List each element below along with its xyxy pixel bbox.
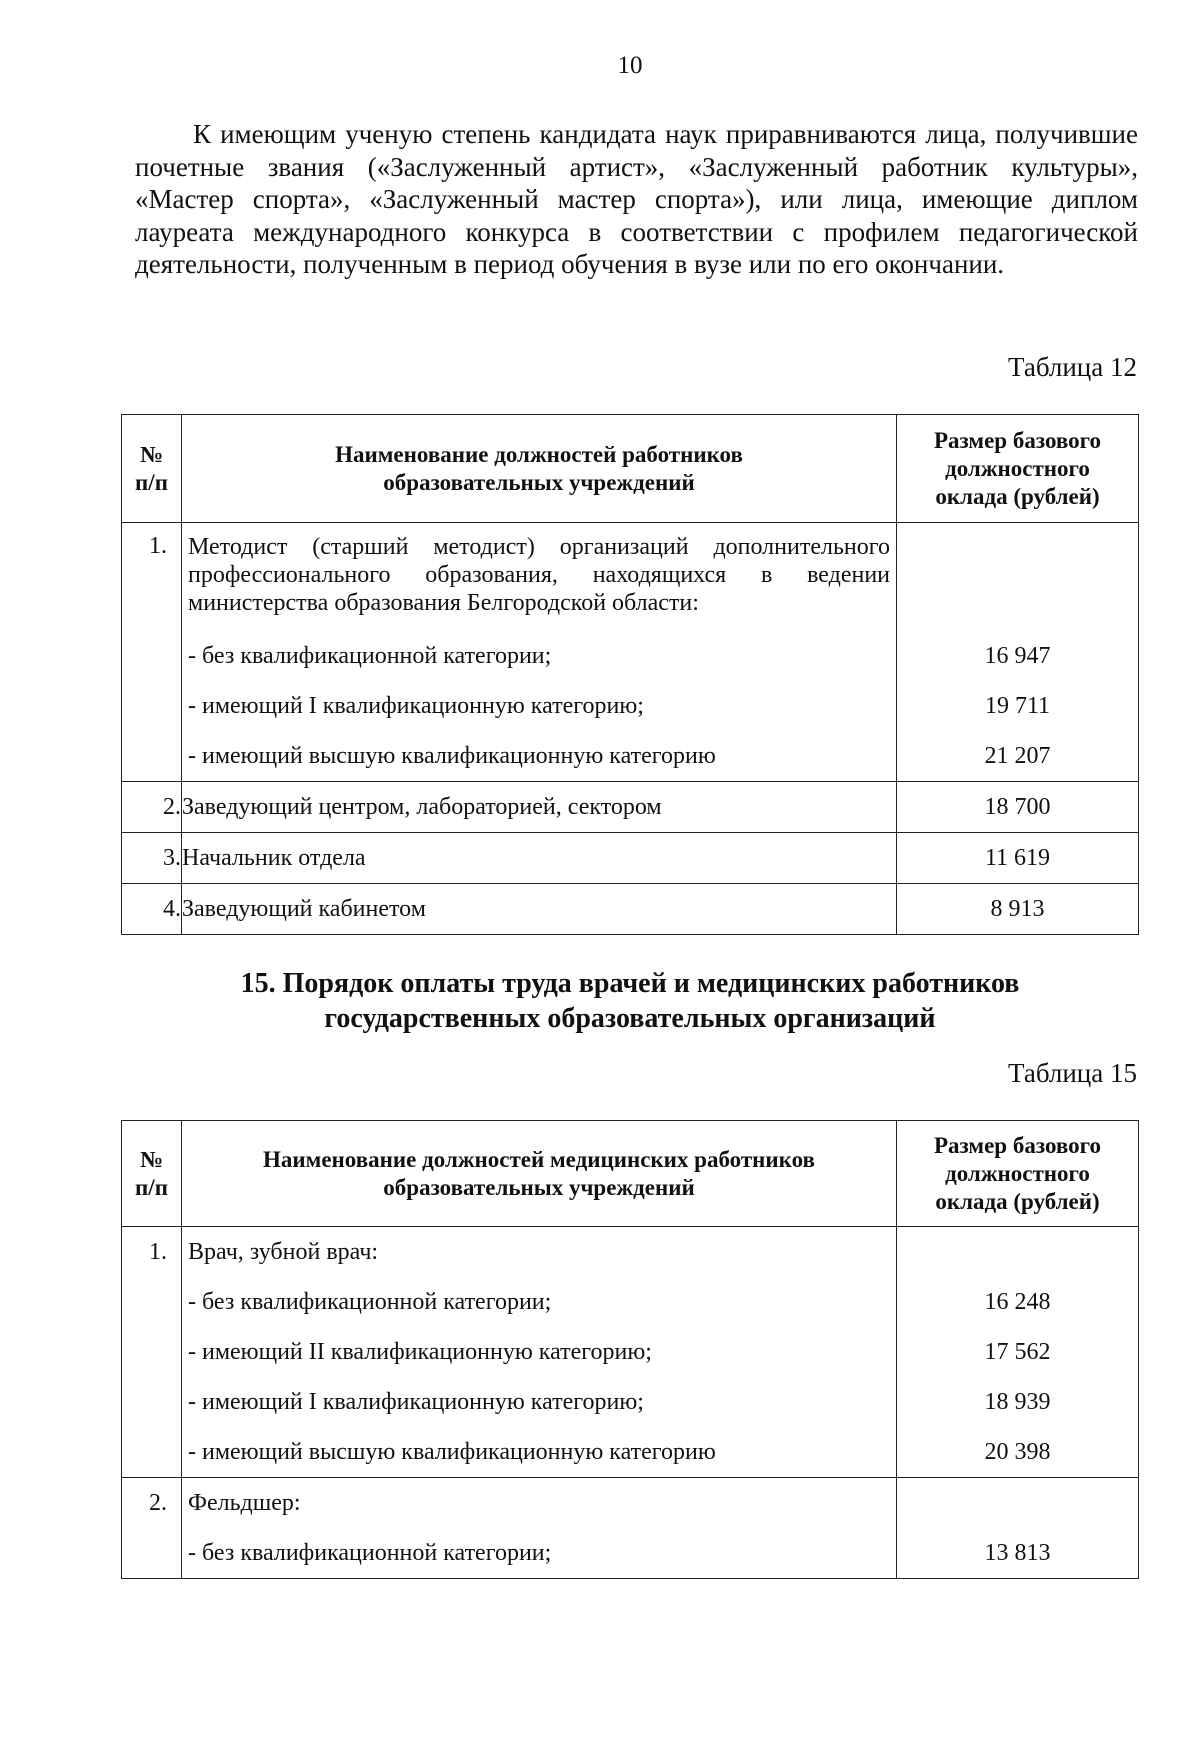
- table-15-label: Таблица 15: [1008, 1058, 1137, 1088]
- header-name: [182, 415, 897, 523]
- table-row: [122, 782, 1139, 833]
- row-item-label: - имеющий I квалификационную категорию;: [188, 693, 644, 719]
- row-item-value: 17 562: [984, 1339, 1051, 1365]
- row-item-label: - имеющий I квалификационную категорию;: [188, 1389, 644, 1415]
- row-label: Заведующий кабинетом: [182, 884, 897, 935]
- header-value-line: оклада (рублей): [935, 483, 1100, 509]
- row-title: Фельдшер:: [188, 1490, 301, 1516]
- row-number: [122, 1478, 182, 1579]
- header-value-line: должностного: [945, 455, 1090, 481]
- header-name-line: образовательных учреждений: [383, 469, 695, 495]
- row-item-value: 19 711: [984, 693, 1051, 719]
- intro-text: К имеющим ученую степень кандидата наук приравниваются лица, получившие почетные звания («Заслуженный артист», «Заслуженный работник культуры», «Мастер спорта», «Заслуженный мастер спорта»), или лица, имеющие диплом лауреата международного конкурса в соответствии с профилем педагогической деятельности, полученным в период обучения в вузе или по его окончании.: [135, 119, 1138, 280]
- header-name: [182, 1121, 897, 1227]
- row-item-label: - без квалификационной категории;: [188, 1540, 552, 1566]
- table-header-row: [122, 415, 1139, 523]
- intro-paragraph: [135, 118, 1138, 281]
- row-item-value: 20 398: [984, 1439, 1051, 1465]
- header-num: [122, 1121, 182, 1227]
- row-number: 3.: [122, 833, 182, 884]
- row-label: Заведующий центром, лабораторией, сектором: [182, 782, 897, 833]
- section-heading: [120, 966, 1140, 1036]
- header-value-line: должностного: [945, 1160, 1090, 1186]
- row-number: 2.: [122, 782, 182, 833]
- row-item-value: 16 947: [984, 643, 1051, 669]
- table-row: [122, 1478, 1139, 1579]
- row-value-cell: [897, 1227, 1139, 1478]
- row-name-cell: [182, 1478, 897, 1579]
- header-value-line: Размер базового: [933, 1132, 1102, 1158]
- row-item-label: - имеющий высшую квалификационную категорию: [188, 743, 716, 769]
- row-number-text: 2.: [149, 1490, 167, 1516]
- row-value-cell: [897, 1478, 1139, 1579]
- header-num-line: №: [139, 441, 164, 467]
- row-value: 8 913: [897, 884, 1139, 935]
- header-name-line: Наименование должностей работников: [335, 441, 743, 467]
- row-value: 11 619: [897, 833, 1139, 884]
- table-row: [122, 833, 1139, 884]
- table-header-row: [122, 1121, 1139, 1227]
- row-name-cell: [182, 1227, 897, 1478]
- row-item-label: - без квалификационной категории;: [188, 1289, 552, 1315]
- table-row: [122, 523, 1139, 782]
- header-num-line: п/п: [135, 1174, 168, 1200]
- header-num: [122, 415, 182, 523]
- row-item-value: 13 813: [984, 1540, 1051, 1566]
- header-name-line: образовательных учреждений: [383, 1174, 695, 1200]
- table-12: [121, 414, 1139, 935]
- row-label: Начальник отдела: [182, 833, 897, 884]
- row-item-label: - без квалификационной категории;: [188, 643, 552, 669]
- row-number: 1.: [122, 523, 182, 782]
- table-15: [121, 1120, 1139, 1579]
- header-num-line: №: [139, 1146, 164, 1172]
- row-title: Методист (старший методист) организаций дополнительного профессионального образования, находящихся в ведении министерства образования Белгородской области:: [188, 534, 890, 616]
- row-item-label: - имеющий высшую квалификационную категорию: [188, 1439, 716, 1465]
- row-value-cell: [897, 523, 1139, 782]
- header-value: [897, 1121, 1139, 1227]
- header-value-line: Размер базового: [933, 427, 1102, 453]
- header-name-line: Наименование должностей медицинских работников: [263, 1146, 815, 1172]
- row-number: [122, 1227, 182, 1478]
- row-item-value: 18 939: [984, 1389, 1051, 1415]
- table-row: [122, 1227, 1139, 1478]
- row-item-label: - имеющий II квалификационную категорию;: [188, 1339, 652, 1365]
- row-value: 18 700: [897, 782, 1139, 833]
- table-12-label: Таблица 12: [1008, 352, 1137, 382]
- row-title: Врач, зубной врач:: [188, 1239, 379, 1265]
- table-row: [122, 884, 1139, 935]
- header-value: [897, 415, 1139, 523]
- section-heading-line: государственных образовательных организаций: [324, 1003, 936, 1034]
- page-number: 10: [617, 52, 643, 79]
- row-number-text: 1.: [149, 1239, 167, 1265]
- row-item-value: 16 248: [984, 1289, 1051, 1315]
- section-heading-line: 15. Порядок оплаты труда врачей и медицинских работников: [240, 968, 1020, 999]
- row-name-cell: [182, 523, 897, 782]
- header-value-line: оклада (рублей): [935, 1188, 1100, 1214]
- header-num-line: п/п: [135, 469, 168, 495]
- row-number: 4.: [122, 884, 182, 935]
- row-item-value: 21 207: [984, 743, 1051, 769]
